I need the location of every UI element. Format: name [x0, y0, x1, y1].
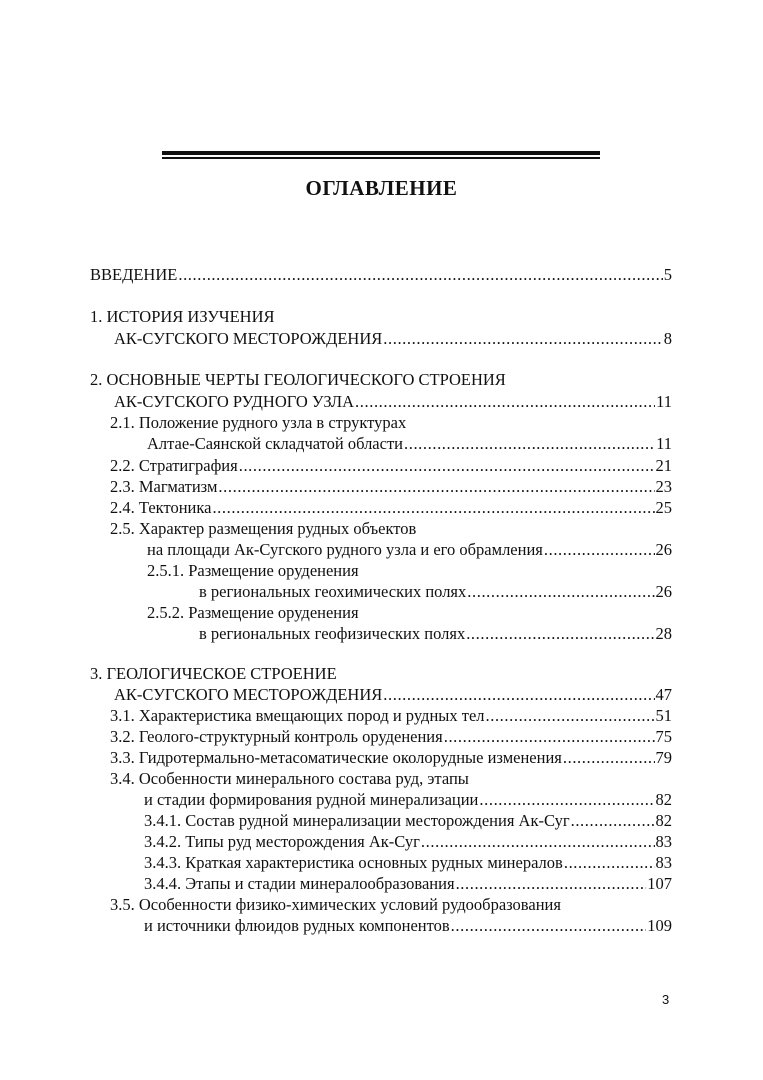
toc-entry-text: 3.4.4. Этапы и стадии минералообразования — [144, 874, 455, 893]
toc-entry[interactable] — [147, 602, 672, 624]
toc-entry[interactable] — [110, 768, 672, 790]
toc-leader — [421, 831, 655, 853]
toc-leader — [479, 789, 654, 811]
toc-entry-page: 26 — [655, 540, 672, 559]
toc-entry-text: Алтае-Саянской складчатой области — [147, 434, 403, 453]
toc-entry[interactable] — [110, 747, 672, 769]
toc-entry-text: 2.3. Магматизм — [110, 477, 218, 496]
toc-entry-text: 2.5. Характер размещения рудных объектов — [110, 519, 417, 538]
top-rule-thick — [162, 151, 600, 155]
toc-leader — [571, 810, 655, 832]
toc-entry[interactable] — [114, 684, 672, 706]
toc-entry[interactable] — [144, 831, 672, 853]
toc-entry[interactable] — [110, 726, 672, 748]
toc-entry-text: АК-СУГСКОГО РУДНОГО УЗЛА — [114, 392, 355, 411]
toc-entry-page: 107 — [647, 874, 672, 893]
toc-entry-page: 51 — [655, 706, 672, 725]
toc-entry-page: 21 — [655, 456, 672, 475]
toc-entry[interactable] — [110, 705, 672, 727]
toc-entry[interactable] — [144, 852, 672, 874]
toc-leader — [383, 684, 654, 706]
toc-entry-text: 2.4. Тектоника — [110, 498, 212, 517]
toc-leader — [564, 852, 655, 874]
toc-leader — [404, 433, 655, 455]
toc-entry[interactable] — [110, 497, 672, 519]
page-number: 3 — [662, 992, 670, 1007]
toc-entry-page: 109 — [647, 916, 672, 935]
toc-leader — [239, 455, 655, 477]
toc-entry[interactable] — [110, 894, 672, 916]
page-title: ОГЛАВЛЕНИЕ — [305, 176, 458, 200]
toc-entry-page: 11 — [656, 392, 672, 411]
toc-entry[interactable] — [199, 581, 672, 603]
toc-entry[interactable] — [144, 873, 672, 895]
toc-entry-text: и стадии формирования рудной минерализации — [144, 790, 479, 809]
toc-entry-text: ВВЕДЕНИЕ — [90, 265, 178, 284]
toc-entry[interactable] — [90, 306, 672, 328]
toc-entry-text: 3.5. Особенности физико-химических условий рудообразования — [110, 895, 561, 914]
toc-entry-page: 11 — [656, 434, 672, 453]
toc-leader — [355, 391, 655, 413]
toc-entry[interactable] — [144, 915, 672, 937]
toc-entry-page: 26 — [655, 582, 672, 601]
toc-entry[interactable] — [90, 264, 672, 286]
toc-entry-text: АК-СУГСКОГО МЕСТОРОЖДЕНИЯ — [114, 329, 383, 348]
toc-leader — [456, 873, 647, 895]
toc-entry-text: 3.4.1. Состав рудной минерализации месторождения Ак-Суг — [144, 811, 570, 830]
toc-leader — [451, 915, 647, 937]
toc-entry[interactable] — [144, 789, 672, 811]
toc-leader — [486, 705, 655, 727]
toc-leader — [466, 623, 654, 645]
toc-entry-text: в региональных геохимических полях — [199, 582, 467, 601]
toc-leader — [178, 264, 662, 286]
toc-entry-page: 79 — [655, 748, 672, 767]
toc-leader — [544, 539, 655, 561]
toc-leader — [383, 328, 662, 350]
toc-entry-page: 5 — [663, 265, 672, 284]
toc-entry-text: 2.2. Стратиграфия — [110, 456, 238, 475]
toc-entry-page: 8 — [663, 329, 672, 348]
toc-entry-text: в региональных геофизических полях — [199, 624, 466, 643]
toc-entry-page: 83 — [655, 832, 672, 851]
toc-entry[interactable] — [114, 328, 672, 350]
toc-leader — [444, 726, 655, 748]
toc-entry-text: 3.4.3. Краткая характеристика основных рудных минералов — [144, 853, 563, 872]
toc-entry[interactable] — [110, 476, 672, 498]
toc-entry-text: 3.4. Особенности минерального состава руд, этапы — [110, 769, 469, 788]
toc-entry-text: на площади Ак-Сугского рудного узла и его обрамления — [147, 540, 543, 559]
toc-entry-text: 3. ГЕОЛОГИЧЕСКОЕ СТРОЕНИЕ — [90, 664, 337, 683]
toc-entry-page: 83 — [655, 853, 672, 872]
toc-leader — [467, 581, 654, 603]
top-rule-thin — [162, 157, 600, 159]
toc-entry-text: АК-СУГСКОГО МЕСТОРОЖДЕНИЯ — [114, 685, 383, 704]
toc-entry-page: 75 — [655, 727, 672, 746]
toc-entry[interactable] — [110, 412, 672, 434]
toc-entry-text: 3.3. Гидротермально-метасоматические околорудные изменения — [110, 748, 562, 767]
toc-entry-text: 1. ИСТОРИЯ ИЗУЧЕНИЯ — [90, 307, 275, 326]
toc-entry-page: 25 — [655, 498, 672, 517]
toc-entry-page: 28 — [655, 624, 672, 643]
toc-entry-text: и источники флюидов рудных компонентов — [144, 916, 450, 935]
toc-entry[interactable] — [144, 810, 672, 832]
toc-entry-page: 23 — [655, 477, 672, 496]
toc-entry-text: 3.2. Геолого-структурный контроль оруденения — [110, 727, 443, 746]
toc-entry[interactable] — [114, 391, 672, 413]
toc-entry-text: 2.5.2. Размещение оруденения — [147, 603, 359, 622]
toc-entry[interactable] — [90, 369, 672, 391]
toc-entry-page: 82 — [655, 790, 672, 809]
toc-entry[interactable] — [110, 455, 672, 477]
toc-entry-text: 3.4.2. Типы руд месторождения Ак-Суг — [144, 832, 420, 851]
toc-entry[interactable] — [147, 539, 672, 561]
toc-entry[interactable] — [110, 518, 672, 540]
toc-entry[interactable] — [199, 623, 672, 645]
toc-entry[interactable] — [147, 560, 672, 582]
toc-entry-text: 3.1. Характеристика вмещающих пород и рудных тел — [110, 706, 485, 725]
toc-entry-text: 2.5.1. Размещение оруденения — [147, 561, 359, 580]
toc-leader — [563, 747, 655, 769]
toc-entry-text: 2. ОСНОВНЫЕ ЧЕРТЫ ГЕОЛОГИЧЕСКОГО СТРОЕНИЯ — [90, 370, 506, 389]
toc-entry[interactable] — [147, 433, 672, 455]
toc-leader — [218, 476, 654, 498]
toc-leader — [212, 497, 654, 519]
toc-entry-page: 47 — [655, 685, 672, 704]
toc-entry-text: 2.1. Положение рудного узла в структурах — [110, 413, 407, 432]
toc-entry[interactable] — [90, 663, 672, 685]
toc-entry-page: 82 — [655, 811, 672, 830]
